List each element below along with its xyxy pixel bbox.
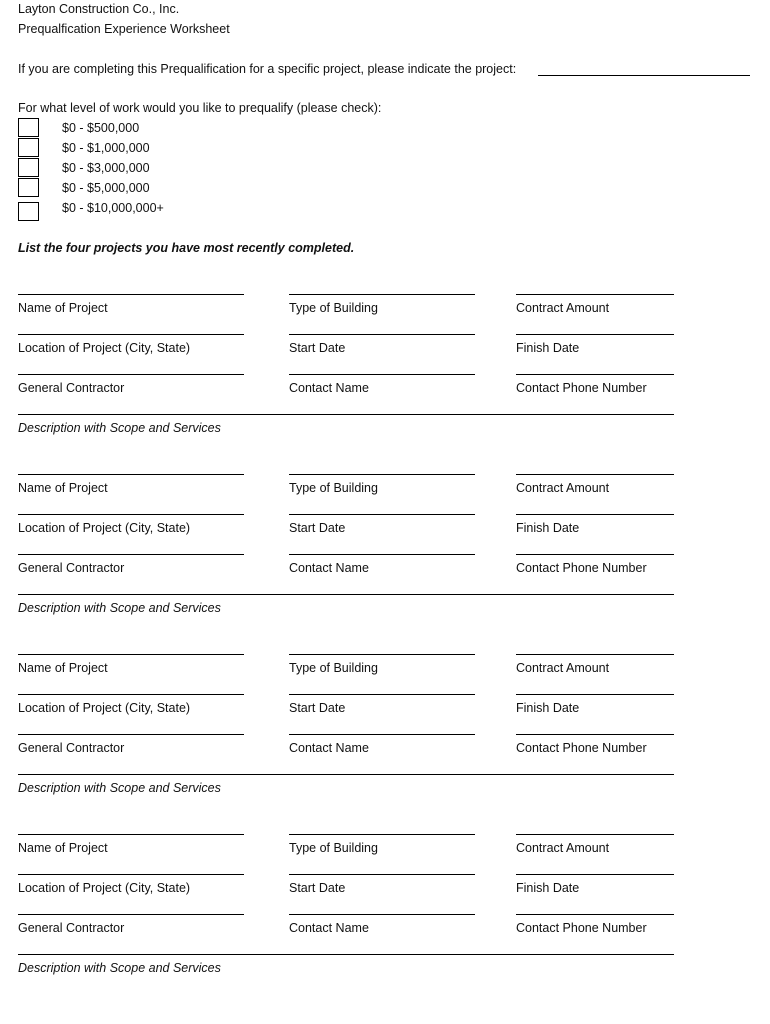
name-label: Name of Project <box>18 481 108 495</box>
finish-label: Finish Date <box>516 521 580 535</box>
phone-line[interactable] <box>516 554 674 555</box>
contact-name-line[interactable] <box>289 554 475 555</box>
projects-heading: List the four projects you have most recently completed. <box>18 241 355 255</box>
description-line[interactable] <box>18 594 674 595</box>
phone-line[interactable] <box>516 374 674 375</box>
amount-label: Contract Amount <box>516 841 610 855</box>
name-label: Name of Project <box>18 841 108 855</box>
phone-label: Contact Phone Number <box>516 741 647 755</box>
level-checkbox-5[interactable] <box>18 202 39 221</box>
description-line[interactable] <box>18 954 674 955</box>
level-option-1: $0 - $500,000 <box>62 121 140 135</box>
gc-line[interactable] <box>18 374 244 375</box>
amount-line[interactable] <box>516 654 674 655</box>
start-line[interactable] <box>289 334 475 335</box>
location-label: Location of Project (City, State) <box>18 701 191 715</box>
description-label: Description with Scope and Services <box>18 781 221 795</box>
contact-name-label: Contact Name <box>289 921 369 935</box>
start-line[interactable] <box>289 874 475 875</box>
level-option-2: $0 - $1,000,000 <box>62 141 150 155</box>
finish-label: Finish Date <box>516 701 580 715</box>
amount-line[interactable] <box>516 474 674 475</box>
contact-name-line[interactable] <box>289 734 475 735</box>
type-label: Type of Building <box>289 301 378 315</box>
location-line[interactable] <box>18 334 244 335</box>
start-line[interactable] <box>289 694 475 695</box>
start-label: Start Date <box>289 701 346 715</box>
description-label: Description with Scope and Services <box>18 601 221 615</box>
gc-label: General Contractor <box>18 561 125 575</box>
project-question: If you are completing this Prequalification for a specific project, please indicate the project: <box>18 62 517 76</box>
finish-line[interactable] <box>516 694 674 695</box>
contact-name-label: Contact Name <box>289 381 369 395</box>
gc-label: General Contractor <box>18 921 125 935</box>
type-label: Type of Building <box>289 481 378 495</box>
phone-label: Contact Phone Number <box>516 381 647 395</box>
finish-line[interactable] <box>516 514 674 515</box>
phone-label: Contact Phone Number <box>516 561 647 575</box>
description-label: Description with Scope and Services <box>18 961 221 975</box>
phone-label: Contact Phone Number <box>516 921 647 935</box>
start-label: Start Date <box>289 341 346 355</box>
type-line[interactable] <box>289 294 475 295</box>
start-label: Start Date <box>289 881 346 895</box>
level-option-3: $0 - $3,000,000 <box>62 161 150 175</box>
contact-name-label: Contact Name <box>289 741 369 755</box>
name-label: Name of Project <box>18 301 108 315</box>
amount-label: Contract Amount <box>516 481 610 495</box>
finish-line[interactable] <box>516 334 674 335</box>
contact-name-line[interactable] <box>289 374 475 375</box>
finish-label: Finish Date <box>516 341 580 355</box>
gc-label: General Contractor <box>18 381 125 395</box>
level-checkbox-4[interactable] <box>18 178 39 197</box>
worksheet-title: Prequalfication Experience Worksheet <box>18 22 230 36</box>
description-label: Description with Scope and Services <box>18 421 221 435</box>
location-label: Location of Project (City, State) <box>18 881 191 895</box>
name-line[interactable] <box>18 474 244 475</box>
phone-line[interactable] <box>516 914 674 915</box>
location-label: Location of Project (City, State) <box>18 521 191 535</box>
level-checkbox-3[interactable] <box>18 158 39 177</box>
description-line[interactable] <box>18 774 674 775</box>
location-line[interactable] <box>18 874 244 875</box>
type-line[interactable] <box>289 654 475 655</box>
type-line[interactable] <box>289 474 475 475</box>
name-label: Name of Project <box>18 661 108 675</box>
phone-line[interactable] <box>516 734 674 735</box>
level-checkbox-1[interactable] <box>18 118 39 137</box>
level-option-4: $0 - $5,000,000 <box>62 181 150 195</box>
type-label: Type of Building <box>289 661 378 675</box>
amount-line[interactable] <box>516 834 674 835</box>
location-line[interactable] <box>18 694 244 695</box>
start-line[interactable] <box>289 514 475 515</box>
name-line[interactable] <box>18 654 244 655</box>
type-line[interactable] <box>289 834 475 835</box>
contact-name-label: Contact Name <box>289 561 369 575</box>
finish-label: Finish Date <box>516 881 580 895</box>
gc-line[interactable] <box>18 914 244 915</box>
finish-line[interactable] <box>516 874 674 875</box>
level-option-5: $0 - $10,000,000+ <box>62 201 164 215</box>
start-label: Start Date <box>289 521 346 535</box>
amount-label: Contract Amount <box>516 301 610 315</box>
gc-line[interactable] <box>18 554 244 555</box>
level-question: For what level of work would you like to prequalify (please check): <box>18 101 382 115</box>
name-line[interactable] <box>18 294 244 295</box>
name-line[interactable] <box>18 834 244 835</box>
level-checkbox-2[interactable] <box>18 138 39 157</box>
amount-label: Contract Amount <box>516 661 610 675</box>
location-line[interactable] <box>18 514 244 515</box>
gc-label: General Contractor <box>18 741 125 755</box>
contact-name-line[interactable] <box>289 914 475 915</box>
amount-line[interactable] <box>516 294 674 295</box>
gc-line[interactable] <box>18 734 244 735</box>
project-answer-line[interactable] <box>538 75 750 76</box>
location-label: Location of Project (City, State) <box>18 341 191 355</box>
company-name: Layton Construction Co., Inc. <box>18 2 180 16</box>
description-line[interactable] <box>18 414 674 415</box>
type-label: Type of Building <box>289 841 378 855</box>
